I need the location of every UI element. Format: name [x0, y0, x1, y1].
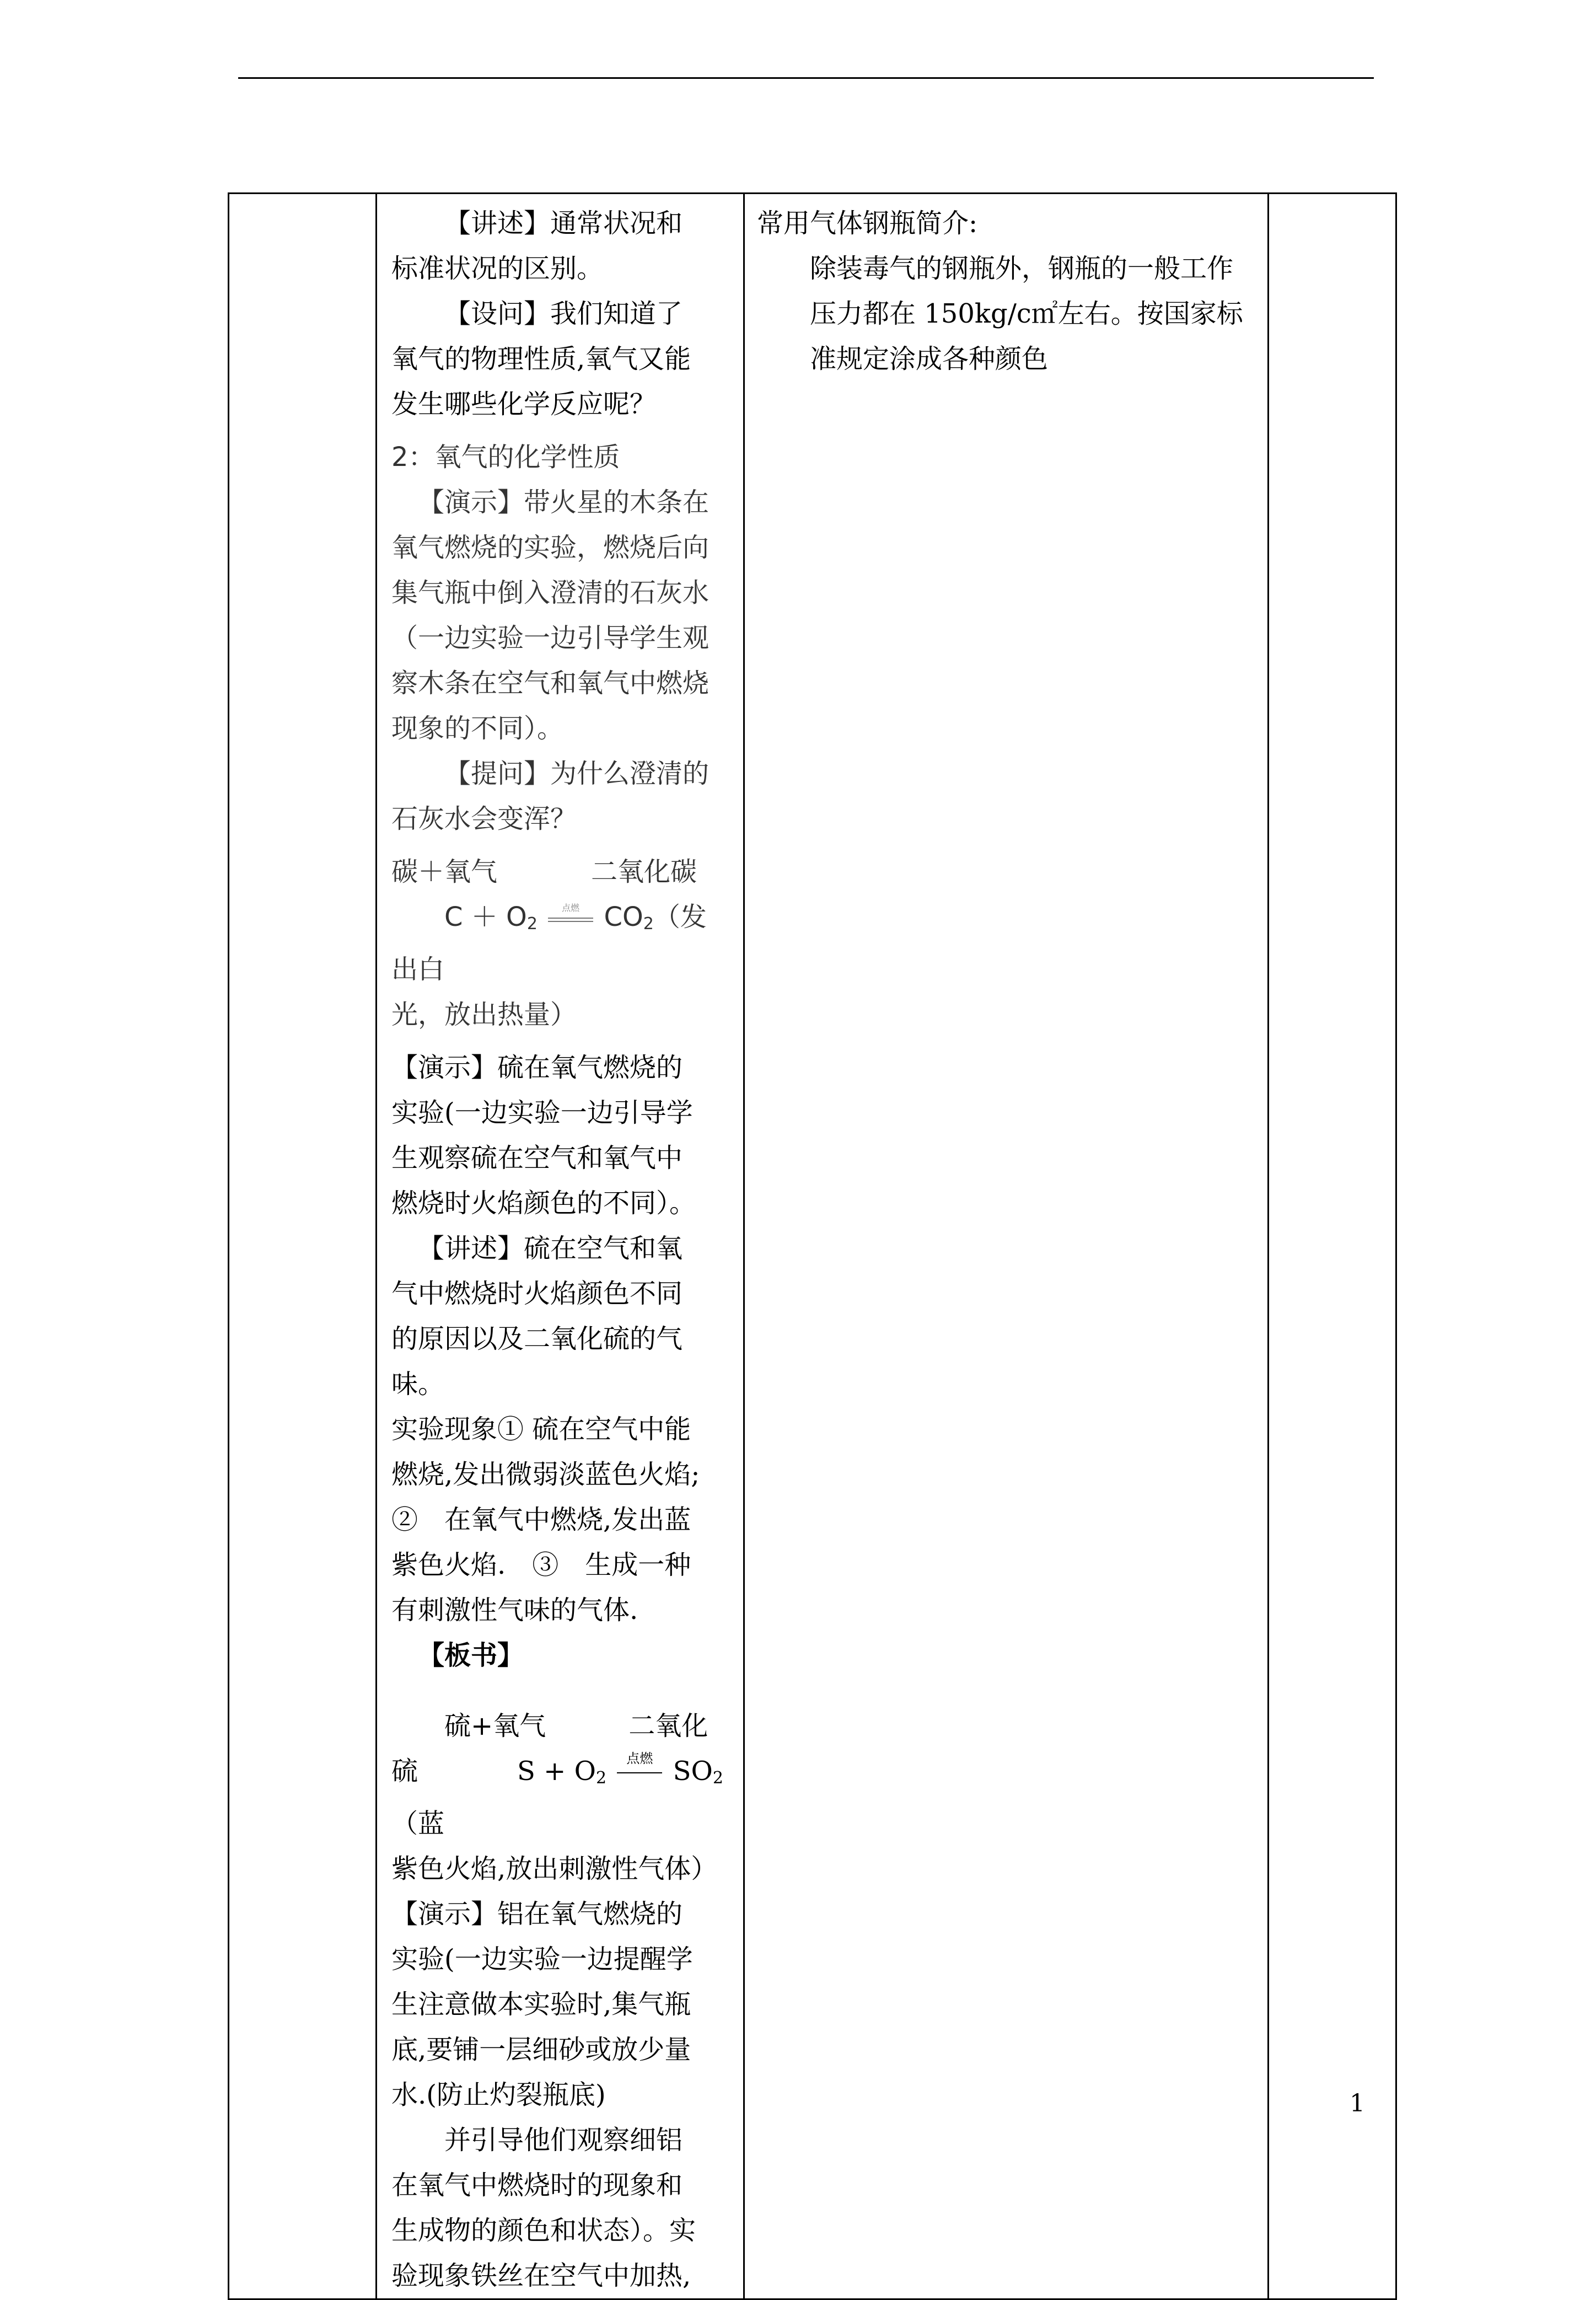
blackboard-heading: 【板书】 — [418, 1640, 524, 1671]
formula-product: SO — [673, 1756, 713, 1787]
text-line: 压力都在 150kg/c㎡左右。按国家标 — [810, 298, 1243, 329]
text-line: 气中燃烧时火焰颜色不同 — [391, 1278, 683, 1309]
text-line: 标准状况的区别。 — [391, 253, 604, 284]
formula-product: CO — [604, 902, 643, 932]
teaching-process-cell — [377, 194, 744, 2299]
text-line: 的原因以及二氧化硫的气 — [391, 1323, 683, 1354]
formula-reactants: C ＋ O — [444, 902, 527, 932]
word-equation — [391, 849, 732, 894]
text-line: 光，放出热量） — [391, 999, 577, 1030]
subscript: 2 — [643, 914, 654, 934]
chemical-equation — [391, 1749, 732, 1846]
text-line: 生成物的颜色和状态）。实 — [391, 2215, 696, 2246]
text-line: 验现象铁丝在空气中加热, — [391, 2260, 691, 2291]
equation-reactants: 碳＋氧气 — [391, 856, 498, 887]
page-number: 1 — [1350, 2089, 1365, 2117]
text-line: 紫色火焰,放出刺激性气体） — [391, 1853, 718, 1884]
text-fragment: （发出白 — [391, 902, 707, 985]
text-line: 【演示】带火星的木条在 — [418, 487, 710, 518]
text-line: 察木条在空气和氧气中燃烧 — [391, 668, 710, 699]
text-line: 氧气燃烧的实验，燃烧后向 — [391, 532, 710, 563]
text-line: 现象的不同）。 — [391, 713, 564, 744]
text-line: 生注意做本实验时,集气瓶 — [391, 1989, 691, 2020]
text-line: 水.(防止灼裂瓶底) — [391, 2079, 606, 2110]
arrow-line — [548, 921, 593, 922]
condition-label: 点燃 — [626, 1750, 653, 1766]
subscript: 2 — [712, 1768, 723, 1788]
text-line: 【设问】我们知道了 — [444, 298, 683, 329]
text-line: 实验(一边实验一边引导学 — [391, 1097, 693, 1128]
header-rule — [238, 77, 1374, 79]
text-line: （一边实验一边引导学生观 — [391, 623, 710, 653]
text-line: 底,要铺一层细砂或放少量 — [391, 2034, 691, 2065]
text-line: 在氧气中燃烧时的现象和 — [391, 2170, 683, 2201]
table-row — [229, 194, 1396, 2299]
equation-product: 二氧化碳 — [591, 856, 697, 887]
text-line: 味。 — [391, 1369, 445, 1400]
text-line: ② 在氧气中燃烧,发出蓝 — [391, 1504, 691, 1535]
text-line: 生观察硫在空气和氧气中 — [391, 1143, 683, 1173]
text-line: 并引导他们观察细铝 — [444, 2125, 683, 2156]
text-line: 准规定涂成各种颜色 — [810, 344, 1049, 374]
empty-cell-left — [229, 194, 377, 2299]
text-line: 燃烧时火焰颜色的不同）。 — [391, 1188, 696, 1219]
text-line: 氧气的物理性质,氧气又能 — [391, 344, 691, 374]
text-line: 燃烧,发出微弱淡蓝色火焰; — [391, 1459, 700, 1490]
text-fragment: 硫 — [391, 1756, 418, 1787]
text-line: 【演示】硫在氧气燃烧的 — [391, 1052, 683, 1083]
text-line: 实验现象① 硫在空气中能 — [391, 1414, 691, 1445]
reaction-condition-arrow — [615, 1750, 664, 1779]
text-line: 除装毒气的钢瓶外，钢瓶的一般工作 — [810, 253, 1234, 284]
condition-label: 点燃 — [562, 903, 580, 913]
text-line: 【讲述】硫在空气和氧 — [418, 1233, 683, 1264]
equation-product: 二氧化 — [628, 1711, 708, 1741]
text-line: 紫色火焰. ③ 生成一种 — [391, 1550, 691, 1580]
notes-heading: 常用气体钢瓶简介: — [757, 208, 978, 239]
text-fragment: （蓝 — [391, 1808, 445, 1839]
supplementary-notes-cell — [744, 194, 1269, 2299]
text-line: 实验(一边实验一边提醒学 — [391, 1944, 693, 1975]
equation-reactants: 硫+氧气 — [444, 1711, 546, 1741]
text-line: 石灰水会变浑？ — [391, 803, 577, 834]
text-line: 集气瓶中倒入澄清的石灰水 — [391, 577, 710, 608]
section-heading: 2：氧气的化学性质 — [391, 442, 620, 473]
reaction-condition-arrow — [546, 903, 595, 924]
text-line: 【提问】为什么澄清的 — [444, 758, 710, 789]
subscript: 2 — [526, 914, 538, 934]
text-line: 【讲述】通常状况和 — [444, 208, 683, 239]
word-equation — [391, 1703, 732, 1749]
text-line: 【演示】铝在氧气燃烧的 — [391, 1899, 683, 1929]
text-line: 有刺激性气味的气体. — [391, 1595, 638, 1626]
chemical-equation — [391, 894, 732, 992]
arrow-line — [617, 1772, 662, 1773]
formula-reactants: S + O — [517, 1756, 596, 1787]
lesson-table — [228, 192, 1397, 2300]
empty-cell-right — [1269, 194, 1396, 2299]
subscript: 2 — [595, 1768, 607, 1788]
text-line: 发生哪些化学反应呢？ — [391, 389, 657, 420]
arrow-line — [548, 918, 593, 919]
